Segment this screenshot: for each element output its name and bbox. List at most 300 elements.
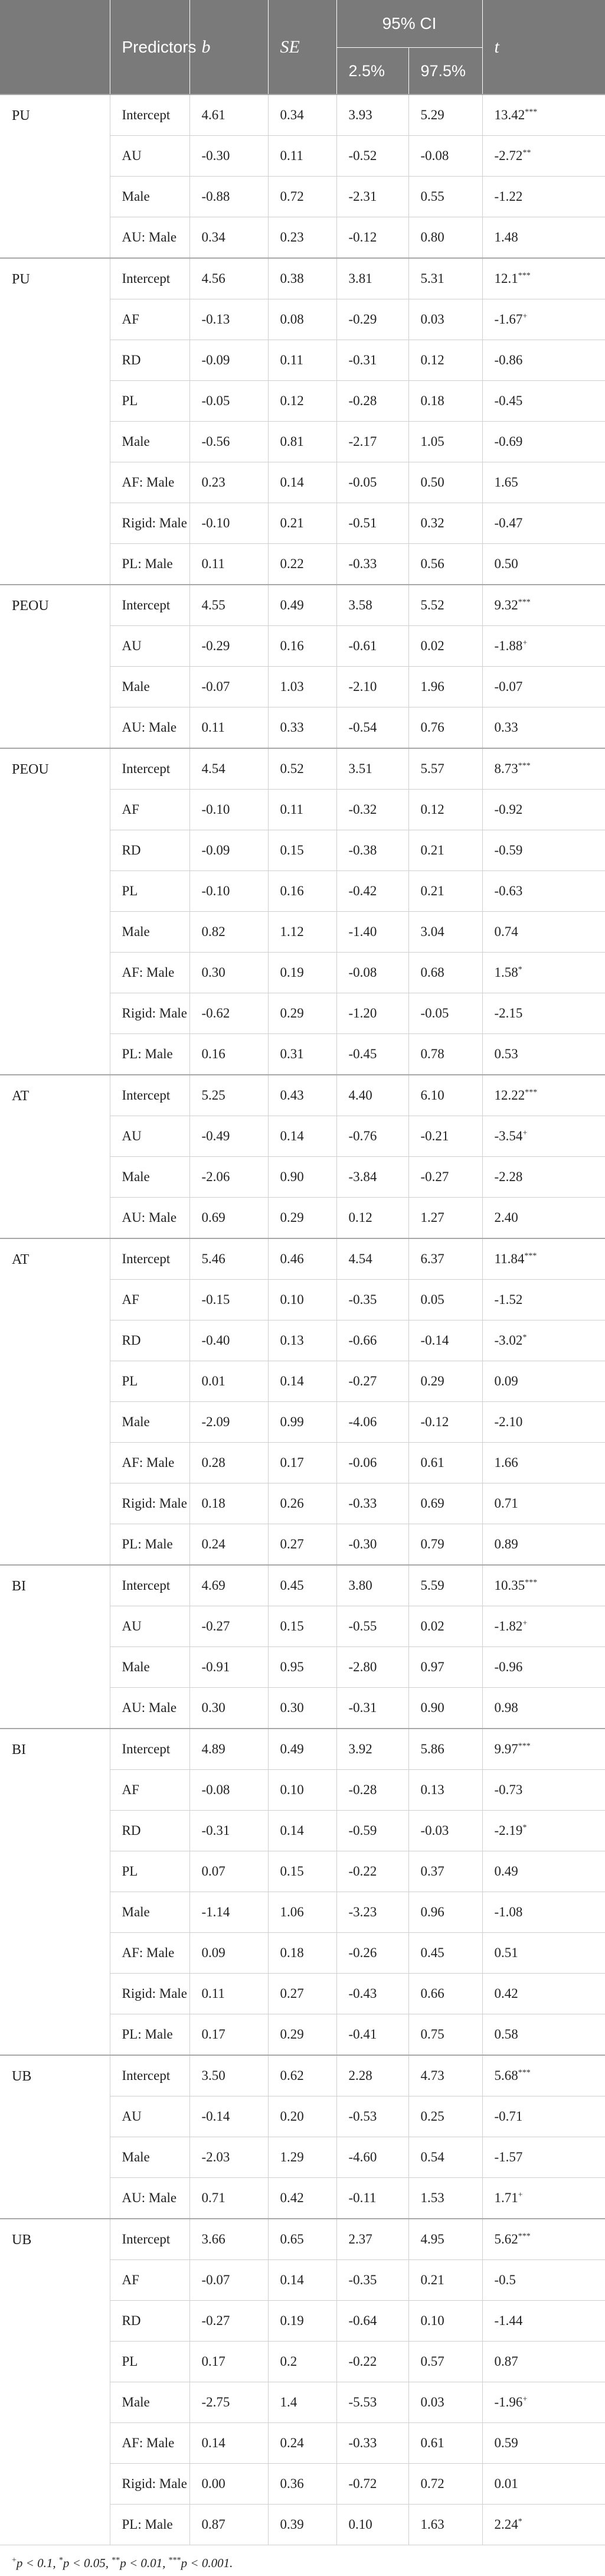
b-cell: 0.82: [189, 912, 268, 953]
se-cell: 0.18: [268, 1933, 336, 1974]
b-cell: 0.71: [189, 2178, 268, 2219]
se-cell: 0.11: [268, 790, 336, 830]
predictor-cell: AU: [110, 1606, 189, 1647]
header-ci: 95% CI: [336, 0, 482, 48]
b-cell: -0.15: [189, 1280, 268, 1320]
ci-low-cell: -0.43: [336, 1974, 408, 2014]
ci-low-cell: -0.05: [336, 462, 408, 503]
table-header: [0, 0, 605, 94]
ci-low-cell: -0.42: [336, 871, 408, 912]
ci-low-cell: -0.28: [336, 381, 408, 422]
b-cell: 0.28: [189, 1443, 268, 1483]
t-value: 8.73: [494, 761, 518, 776]
ci-high-cell: 0.50: [408, 462, 482, 503]
t-value: 0.98: [494, 1700, 518, 1715]
significance-marker: ***: [518, 598, 531, 607]
predictor-cell: Intercept: [110, 1238, 189, 1280]
se-cell: 0.29: [268, 993, 336, 1034]
significance-marker: *: [518, 2517, 522, 2526]
b-cell: 0.09: [189, 1933, 268, 1974]
ci-high-cell: 0.54: [408, 2137, 482, 2178]
footnote-symbol: *: [58, 2556, 63, 2565]
ci-high-cell: 0.12: [408, 790, 482, 830]
t-value: -1.52: [494, 1292, 523, 1307]
t-cell: [482, 1688, 605, 1729]
ci-low-cell: 3.93: [336, 94, 408, 136]
t-value: -0.47: [494, 516, 523, 530]
se-cell: 1.4: [268, 2382, 336, 2423]
t-cell: [482, 1565, 605, 1606]
table-row: [0, 2219, 605, 2260]
ci-high-cell: 0.02: [408, 1606, 482, 1647]
predictor-cell: AF: [110, 299, 189, 340]
ci-high-cell: 1.27: [408, 1198, 482, 1239]
predictor-cell: Rigid: Male: [110, 503, 189, 544]
ci-low-cell: 3.92: [336, 1729, 408, 1770]
se-cell: 0.08: [268, 299, 336, 340]
t-cell: [482, 2464, 605, 2505]
predictor-cell: Intercept: [110, 1729, 189, 1770]
ci-low-cell: -4.60: [336, 2137, 408, 2178]
t-value: -1.57: [494, 2150, 523, 2164]
se-cell: 0.52: [268, 748, 336, 790]
t-cell: [482, 1034, 605, 1075]
b-cell: 0.17: [189, 2014, 268, 2056]
b-cell: 4.55: [189, 585, 268, 626]
se-cell: 0.99: [268, 1402, 336, 1443]
t-cell: [482, 177, 605, 217]
predictor-cell: PL: Male: [110, 2014, 189, 2056]
b-cell: 3.50: [189, 2055, 268, 2096]
ci-low-cell: -0.33: [336, 1483, 408, 1524]
significance-marker: ***: [525, 1088, 538, 1097]
se-cell: 0.31: [268, 1034, 336, 1075]
ci-high-cell: 5.29: [408, 94, 482, 136]
b-cell: -0.10: [189, 871, 268, 912]
t-cell: [482, 1280, 605, 1320]
header-b: b: [189, 0, 268, 94]
ci-low-cell: -3.23: [336, 1892, 408, 1933]
table-row: [0, 1729, 605, 1770]
ci-high-cell: 0.29: [408, 1361, 482, 1402]
t-cell: [482, 1238, 605, 1280]
se-cell: 0.27: [268, 1974, 336, 2014]
ci-high-cell: -0.05: [408, 993, 482, 1034]
ci-high-cell: 0.80: [408, 217, 482, 259]
ci-low-cell: -0.53: [336, 2096, 408, 2137]
t-cell: [482, 462, 605, 503]
se-cell: 0.15: [268, 1606, 336, 1647]
ci-high-cell: -0.12: [408, 1402, 482, 1443]
ci-low-cell: 3.51: [336, 748, 408, 790]
significance-marker: +: [522, 312, 528, 321]
t-cell: [482, 1443, 605, 1483]
t-cell: [482, 2505, 605, 2545]
t-cell: [482, 626, 605, 667]
predictor-cell: Rigid: Male: [110, 2464, 189, 2505]
ci-high-cell: 5.31: [408, 258, 482, 299]
predictor-cell: Male: [110, 177, 189, 217]
se-cell: 0.14: [268, 2260, 336, 2301]
ci-low-cell: -0.41: [336, 2014, 408, 2056]
t-cell: [482, 340, 605, 381]
footnote-text: p < 0.05,: [63, 2556, 112, 2570]
t-value: 0.33: [494, 720, 518, 735]
significance-marker: ***: [518, 271, 531, 281]
t-cell: [482, 2342, 605, 2382]
ci-high-cell: 0.21: [408, 830, 482, 871]
ci-high-cell: 1.53: [408, 2178, 482, 2219]
header-se: SE: [268, 0, 336, 94]
t-value: 0.49: [494, 1864, 518, 1879]
t-value: -0.92: [494, 802, 523, 817]
ci-high-cell: 1.05: [408, 422, 482, 462]
t-value: 1.58: [494, 965, 518, 980]
predictor-cell: PL: [110, 1361, 189, 1402]
predictor-cell: Male: [110, 1892, 189, 1933]
significance-marker: ***: [524, 1251, 537, 1261]
b-cell: 0.11: [189, 1974, 268, 2014]
t-value: -0.96: [494, 1659, 523, 1674]
predictor-cell: PL: [110, 1851, 189, 1892]
t-value: 0.42: [494, 1986, 518, 2001]
se-cell: 0.12: [268, 381, 336, 422]
t-value: -1.67: [494, 312, 523, 327]
ci-high-cell: 4.73: [408, 2055, 482, 2096]
se-cell: 1.29: [268, 2137, 336, 2178]
ci-high-cell: 5.59: [408, 1565, 482, 1606]
b-cell: 0.14: [189, 2423, 268, 2464]
t-value: 0.74: [494, 924, 518, 939]
b-cell: 5.46: [189, 1238, 268, 1280]
ci-low-cell: -0.31: [336, 340, 408, 381]
se-cell: 0.26: [268, 1483, 336, 1524]
ci-low-cell: 3.58: [336, 585, 408, 626]
predictor-cell: Rigid: Male: [110, 1483, 189, 1524]
t-value: 1.71: [494, 2190, 518, 2205]
footnote-symbol: **: [112, 2556, 120, 2565]
t-value: 5.68: [494, 2068, 518, 2083]
t-cell: [482, 1770, 605, 1811]
se-cell: 0.72: [268, 177, 336, 217]
b-cell: 0.87: [189, 2505, 268, 2545]
ci-high-cell: 0.68: [408, 953, 482, 993]
ci-low-cell: -5.53: [336, 2382, 408, 2423]
ci-high-cell: -0.14: [408, 1320, 482, 1361]
t-cell: [482, 1361, 605, 1402]
b-cell: -0.27: [189, 2301, 268, 2342]
b-cell: -0.49: [189, 1116, 268, 1157]
ci-high-cell: -0.21: [408, 1116, 482, 1157]
predictor-cell: AF: [110, 1280, 189, 1320]
se-cell: 0.38: [268, 258, 336, 299]
predictor-cell: RD: [110, 340, 189, 381]
header-t: t: [482, 0, 605, 94]
predictor-cell: Male: [110, 667, 189, 707]
b-cell: -0.30: [189, 136, 268, 177]
se-cell: 0.29: [268, 2014, 336, 2056]
ci-low-cell: 2.37: [336, 2219, 408, 2260]
se-cell: 0.65: [268, 2219, 336, 2260]
t-cell: [482, 2260, 605, 2301]
ci-low-cell: 4.40: [336, 1075, 408, 1116]
t-cell: [482, 136, 605, 177]
ci-high-cell: 0.61: [408, 1443, 482, 1483]
t-cell: [482, 748, 605, 790]
b-cell: 0.17: [189, 2342, 268, 2382]
ci-low-cell: -3.84: [336, 1157, 408, 1198]
b-cell: -0.88: [189, 177, 268, 217]
ci-high-cell: -0.03: [408, 1811, 482, 1851]
ci-low-cell: -0.38: [336, 830, 408, 871]
significance-marker: *: [522, 1823, 527, 1832]
se-cell: 0.49: [268, 1729, 336, 1770]
ci-high-cell: 0.79: [408, 1524, 482, 1566]
t-cell: [482, 1729, 605, 1770]
b-cell: -0.05: [189, 381, 268, 422]
t-value: -3.54: [494, 1129, 523, 1143]
t-cell: [482, 1402, 605, 1443]
t-value: 12.1: [494, 271, 518, 286]
table-row: [0, 1238, 605, 1280]
predictor-cell: AU: [110, 2096, 189, 2137]
ci-high-cell: 0.03: [408, 2382, 482, 2423]
ci-high-cell: 0.97: [408, 1647, 482, 1688]
t-value: -0.07: [494, 679, 523, 694]
outcome-cell: PEOU: [0, 748, 110, 1075]
t-cell: [482, 830, 605, 871]
se-cell: 0.10: [268, 1280, 336, 1320]
predictor-cell: AU: Male: [110, 1688, 189, 1729]
se-cell: 0.29: [268, 1198, 336, 1239]
predictor-cell: PL: Male: [110, 544, 189, 585]
t-cell: [482, 1851, 605, 1892]
b-cell: -0.56: [189, 422, 268, 462]
b-cell: 4.61: [189, 94, 268, 136]
table-row: [0, 585, 605, 626]
ci-low-cell: -0.33: [336, 2423, 408, 2464]
se-cell: 0.34: [268, 94, 336, 136]
b-cell: -0.10: [189, 503, 268, 544]
ci-low-cell: -0.29: [336, 299, 408, 340]
ci-high-cell: 0.66: [408, 1974, 482, 2014]
t-cell: [482, 2382, 605, 2423]
t-cell: [482, 544, 605, 585]
t-cell: [482, 422, 605, 462]
t-cell: [482, 707, 605, 749]
b-cell: -0.09: [189, 340, 268, 381]
ci-low-cell: -0.59: [336, 1811, 408, 1851]
se-cell: 1.12: [268, 912, 336, 953]
t-cell: [482, 1892, 605, 1933]
ci-high-cell: 0.32: [408, 503, 482, 544]
ci-low-cell: -0.66: [336, 1320, 408, 1361]
t-value: -2.15: [494, 1006, 523, 1020]
predictor-cell: Male: [110, 1647, 189, 1688]
ci-low-cell: 0.10: [336, 2505, 408, 2545]
se-cell: 0.14: [268, 1811, 336, 1851]
t-cell: [482, 503, 605, 544]
se-cell: 0.20: [268, 2096, 336, 2137]
predictor-cell: Intercept: [110, 1075, 189, 1116]
b-cell: -0.07: [189, 2260, 268, 2301]
table-row: [0, 1565, 605, 1606]
t-value: 12.22: [494, 1088, 525, 1103]
ci-high-cell: 0.13: [408, 1770, 482, 1811]
b-cell: -2.03: [189, 2137, 268, 2178]
t-cell: [482, 381, 605, 422]
t-value: 2.24: [494, 2517, 518, 2532]
significance-marker: +: [522, 2395, 528, 2404]
predictor-cell: PL: [110, 381, 189, 422]
b-cell: -0.07: [189, 667, 268, 707]
b-cell: -2.09: [189, 1402, 268, 1443]
se-cell: 0.19: [268, 2301, 336, 2342]
predictor-cell: AF: Male: [110, 1443, 189, 1483]
b-cell: 0.24: [189, 1524, 268, 1566]
footnote-text: p < 0.001.: [181, 2556, 233, 2570]
outcome-cell: UB: [0, 2055, 110, 2219]
b-cell: 0.30: [189, 953, 268, 993]
t-value: 9.97: [494, 1742, 518, 1756]
t-value: 0.59: [494, 2435, 518, 2450]
b-cell: -0.31: [189, 1811, 268, 1851]
predictor-cell: PL: Male: [110, 1034, 189, 1075]
outcome-cell: PU: [0, 94, 110, 258]
t-cell: [482, 1198, 605, 1239]
ci-high-cell: 4.95: [408, 2219, 482, 2260]
t-value: 1.48: [494, 230, 518, 244]
ci-low-cell: 3.80: [336, 1565, 408, 1606]
se-cell: 0.62: [268, 2055, 336, 2096]
t-value: -1.96: [494, 2395, 523, 2409]
predictor-cell: AF: [110, 2260, 189, 2301]
t-cell: [482, 953, 605, 993]
b-cell: 0.07: [189, 1851, 268, 1892]
se-cell: 0.27: [268, 1524, 336, 1566]
header-ci-high: 97.5%: [408, 48, 482, 95]
predictor-cell: Intercept: [110, 585, 189, 626]
footnote-symbol: ***: [168, 2556, 181, 2565]
b-cell: 0.01: [189, 1361, 268, 1402]
t-value: 10.35: [494, 1578, 525, 1593]
b-cell: 4.89: [189, 1729, 268, 1770]
predictor-cell: Rigid: Male: [110, 1974, 189, 2014]
header-ci-low: 2.5%: [336, 48, 408, 95]
ci-high-cell: 0.61: [408, 2423, 482, 2464]
t-value: -0.86: [494, 353, 523, 367]
b-cell: -0.09: [189, 830, 268, 871]
t-cell: [482, 790, 605, 830]
se-cell: 0.2: [268, 2342, 336, 2382]
se-cell: 0.22: [268, 544, 336, 585]
ci-low-cell: -0.27: [336, 1361, 408, 1402]
se-cell: 0.11: [268, 340, 336, 381]
ci-low-cell: -0.33: [336, 544, 408, 585]
predictor-cell: Male: [110, 2137, 189, 2178]
se-cell: 0.16: [268, 626, 336, 667]
significance-marker: ***: [518, 1742, 531, 1751]
t-cell: [482, 667, 605, 707]
significance-marker: ***: [518, 2232, 531, 2241]
ci-high-cell: 0.18: [408, 381, 482, 422]
ci-high-cell: 6.10: [408, 1075, 482, 1116]
b-cell: 0.16: [189, 1034, 268, 1075]
b-cell: 0.69: [189, 1198, 268, 1239]
outcome-cell: BI: [0, 1565, 110, 1729]
outcome-cell: BI: [0, 1729, 110, 2055]
b-cell: -0.40: [189, 1320, 268, 1361]
t-cell: [482, 2178, 605, 2219]
ci-high-cell: 0.56: [408, 544, 482, 585]
ci-high-cell: 0.45: [408, 1933, 482, 1974]
ci-low-cell: -1.40: [336, 912, 408, 953]
ci-low-cell: -0.76: [336, 1116, 408, 1157]
t-value: 1.66: [494, 1455, 518, 1470]
t-cell: [482, 1075, 605, 1116]
ci-low-cell: -0.72: [336, 2464, 408, 2505]
table-body: [0, 94, 605, 2545]
predictor-cell: AU: Male: [110, 2178, 189, 2219]
t-value: -2.10: [494, 1414, 523, 1429]
t-value: 1.65: [494, 475, 518, 490]
t-cell: [482, 1811, 605, 1851]
se-cell: 0.95: [268, 1647, 336, 1688]
ci-low-cell: -0.35: [336, 2260, 408, 2301]
se-cell: 0.81: [268, 422, 336, 462]
b-cell: -2.06: [189, 1157, 268, 1198]
t-value: -1.22: [494, 189, 523, 204]
b-cell: 0.30: [189, 1688, 268, 1729]
table-row: [0, 1075, 605, 1116]
t-cell: [482, 1606, 605, 1647]
ci-low-cell: -2.80: [336, 1647, 408, 1688]
t-cell: [482, 2137, 605, 2178]
footnote-text: p < 0.01,: [120, 2556, 169, 2570]
se-cell: 0.30: [268, 1688, 336, 1729]
footnote-symbol: +: [12, 2556, 17, 2565]
ci-high-cell: 0.57: [408, 2342, 482, 2382]
significance-marker: +: [522, 638, 528, 648]
se-cell: 0.46: [268, 1238, 336, 1280]
ci-low-cell: 3.81: [336, 258, 408, 299]
ci-high-cell: 0.75: [408, 2014, 482, 2056]
predictor-cell: Intercept: [110, 258, 189, 299]
ci-high-cell: -0.08: [408, 136, 482, 177]
t-cell: [482, 1933, 605, 1974]
ci-low-cell: -0.31: [336, 1688, 408, 1729]
predictor-cell: RD: [110, 830, 189, 871]
significance-marker: ***: [525, 1578, 538, 1587]
ci-low-cell: 4.54: [336, 1238, 408, 1280]
ci-low-cell: -0.30: [336, 1524, 408, 1566]
predictor-cell: RD: [110, 1811, 189, 1851]
b-cell: 0.11: [189, 707, 268, 749]
b-cell: -1.14: [189, 1892, 268, 1933]
ci-high-cell: 0.96: [408, 1892, 482, 1933]
se-cell: 0.17: [268, 1443, 336, 1483]
table-row: [0, 748, 605, 790]
ci-high-cell: 0.12: [408, 340, 482, 381]
ci-high-cell: 0.21: [408, 871, 482, 912]
outcome-cell: UB: [0, 2219, 110, 2545]
b-cell: 4.69: [189, 1565, 268, 1606]
ci-low-cell: -0.12: [336, 217, 408, 259]
b-cell: 3.66: [189, 2219, 268, 2260]
b-cell: -0.08: [189, 1770, 268, 1811]
predictor-cell: PL: [110, 871, 189, 912]
ci-low-cell: -0.54: [336, 707, 408, 749]
